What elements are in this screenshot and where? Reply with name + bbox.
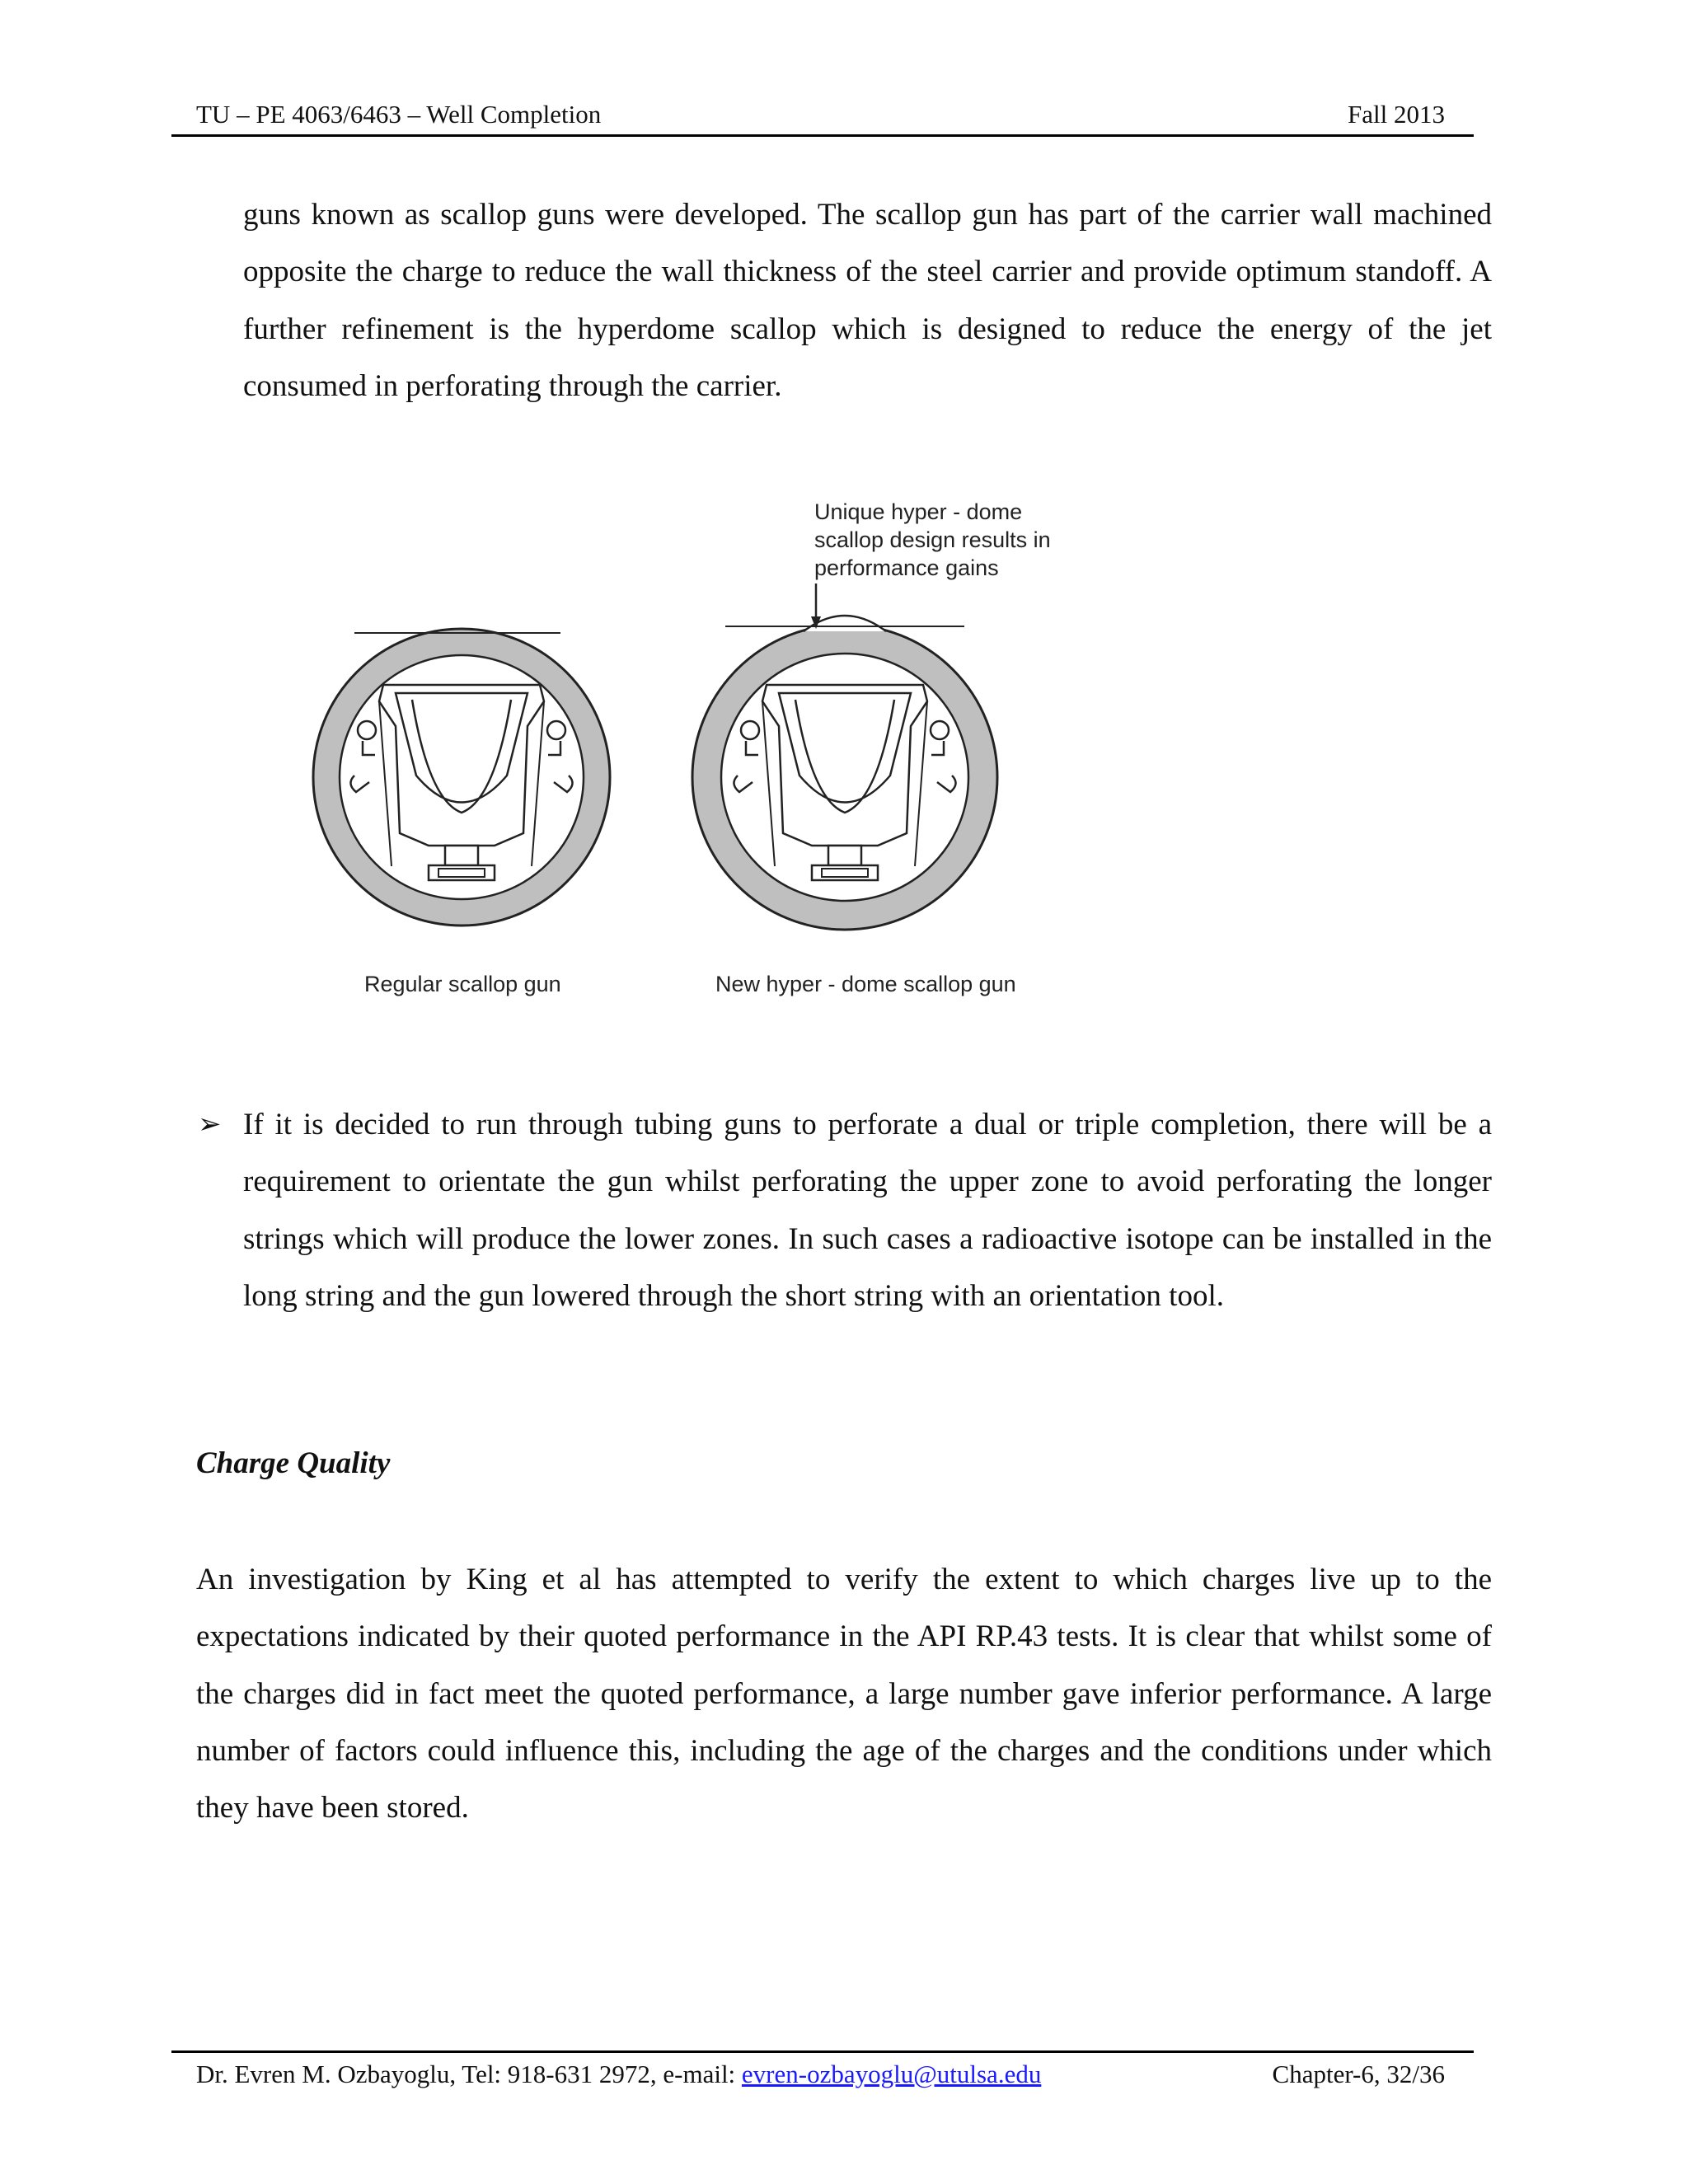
scallop-gun-figure	[297, 493, 1080, 1004]
section-heading: Charge Quality	[196, 1446, 391, 1480]
label-hyper-dome-scallop-gun: New hyper - dome scallop gun	[715, 972, 1016, 996]
annotation-line-2: scallop design results in	[814, 527, 1051, 552]
label-regular-scallop-gun: Regular scallop gun	[364, 972, 561, 996]
annotation-line-1: Unique hyper - dome	[814, 499, 1023, 524]
header-rule	[171, 134, 1474, 137]
regular-scallop-gun-drawing	[313, 629, 610, 926]
header-term: Fall 2013	[1348, 100, 1445, 129]
hyper-dome-scallop-gun-drawing	[692, 616, 997, 930]
footer-author-text: Dr. Evren M. Ozbayoglu, Tel: 918-631 2972, e-mail:	[196, 2060, 742, 2088]
bullet-text: If it is decided to run through tubing guns to perforate a dual or triple completion, there will be a requirement to orientate the gun whilst perforating the upper zone to avoid perforating the longer strings which will produce the lower zones. In such cases a radioactive isotope can be installed in the long string and the gun lowered through the short string with an orientation tool.	[243, 1108, 1492, 1313]
section-paragraph: An investigation by King et al has attempted to verify the extent to which charges live up to the expectations indicated by their quoted performance in the API RP.43 tests. It is clear that whilst some of the charges did in fact meet the quoted performance, a large number gave inferior performance. A large number of factors could influence this, including the age of the charges and the conditions under which they have been stored.	[196, 1563, 1492, 1825]
page-footer	[196, 2054, 1474, 2095]
intro-paragraph: guns known as scallop guns were developed. The scallop gun has part of the carrier wall machined opposite the charge to reduce the wall thickness of the steel carrier and provide optimum standoff. A further refinement is the hyperdome scallop which is designed to reduce the energy of the jet consumed in perforating through the carrier.	[243, 198, 1492, 403]
header-course: TU – PE 4063/6463 – Well Completion	[196, 100, 602, 129]
footer-rule	[171, 2050, 1474, 2053]
scallop-gun-diagram	[297, 493, 1080, 1004]
annotation-line-3: performance gains	[814, 555, 999, 580]
footer-page-info: Chapter-6, 32/36	[1272, 2060, 1445, 2088]
arrow-bullet-icon: ➢	[198, 1108, 222, 1141]
email-link[interactable]: evren-ozbayoglu@utulsa.edu	[741, 2060, 1042, 2088]
footer-author	[196, 2054, 1041, 2095]
page-header	[171, 94, 1474, 135]
